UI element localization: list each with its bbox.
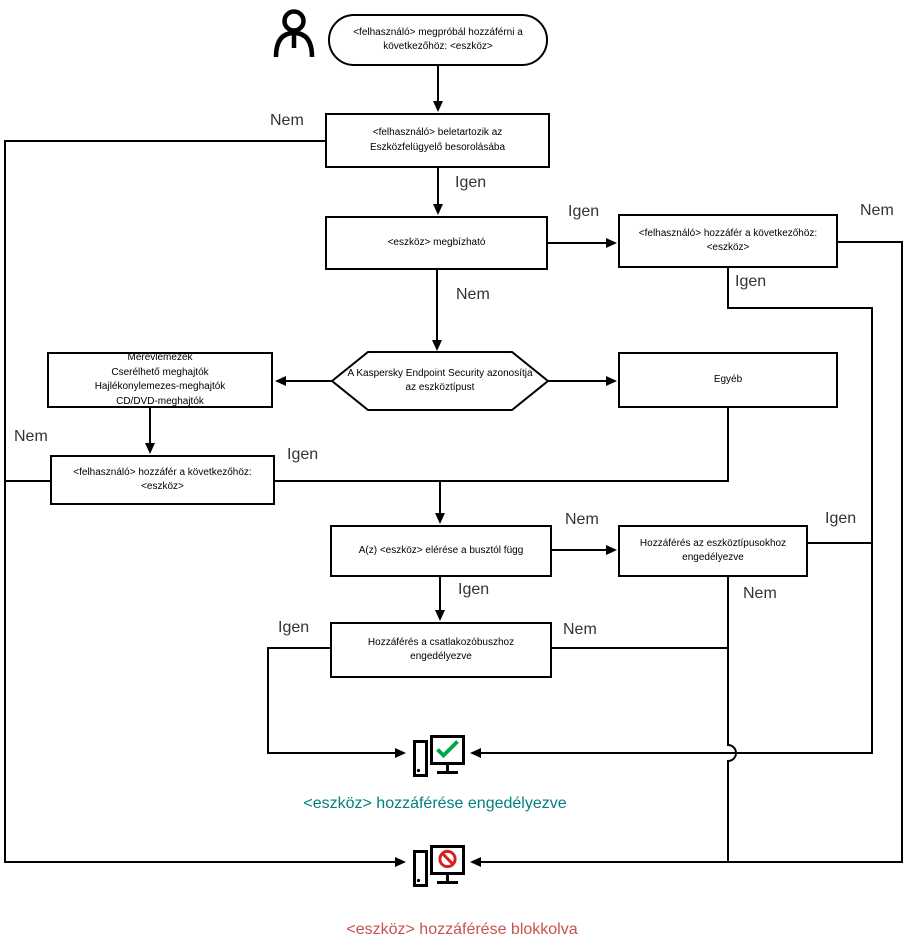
user-icon bbox=[276, 12, 312, 58]
edge-label-no: Nem bbox=[456, 286, 490, 303]
blocked-caption: <eszköz> hozzáférése blokkolva bbox=[346, 921, 578, 938]
node-membership: <felhasználó> beletartozik az Eszközfelügyelő besorolásába bbox=[325, 113, 550, 168]
edge-label-yes: Igen bbox=[735, 273, 767, 290]
edge-label-yes: Igen bbox=[278, 619, 310, 636]
node-other: Egyéb bbox=[618, 352, 838, 408]
edge-label-no: Nem bbox=[565, 511, 599, 528]
node-detect-label: A Kaspersky Endpoint Security azonosítja az eszköztípust bbox=[347, 367, 533, 393]
node-drive-types: Merevlemezek Cserélhető meghajtók Hajlékonylemezes-meghajtók CD/DVD-meghajtók bbox=[47, 352, 273, 408]
edge-label-no: Nem bbox=[743, 585, 777, 602]
node-user-access-left: <felhasználó> hozzáfér a következőhöz: <eszköz> bbox=[50, 455, 275, 505]
edge-other-merge bbox=[275, 408, 728, 481]
allowed-caption: <eszköz> hozzáférése engedélyezve bbox=[303, 795, 567, 812]
edge-access-yes-allowed bbox=[472, 268, 872, 753]
device-access-allowed-icon bbox=[415, 737, 464, 776]
edge-label-yes: Igen bbox=[287, 446, 319, 463]
node-bus-access-allowed: Hozzáférés a csatlakozóbuszhoz engedélyezve bbox=[330, 622, 552, 678]
edge-label-yes: Igen bbox=[455, 174, 487, 191]
edge-label-no: Nem bbox=[270, 112, 304, 129]
node-type-access-allowed: Hozzáférés az eszköztípusokhoz engedélyezve bbox=[618, 525, 808, 577]
edge-typeaccess-no-blocked bbox=[728, 577, 736, 862]
node-start: <felhasználó> megpróbál hozzáférni a következőhöz: <eszköz> bbox=[328, 14, 548, 66]
node-bus-dependent: A(z) <eszköz> elérése a busztól függ bbox=[330, 525, 552, 577]
edge-label-no: Nem bbox=[860, 202, 894, 219]
edge-label-yes: Igen bbox=[825, 510, 857, 527]
edge-label-yes: Igen bbox=[568, 203, 600, 220]
node-trusted: <eszköz> megbízható bbox=[325, 216, 548, 270]
device-access-blocked-icon bbox=[415, 847, 464, 886]
edge-label-yes: Igen bbox=[458, 581, 490, 598]
node-user-access-right: <felhasználó> hozzáfér a következőhöz: <eszköz> bbox=[618, 214, 838, 268]
edge-label-no: Nem bbox=[563, 621, 597, 638]
edge-label-no: Nem bbox=[14, 428, 48, 445]
